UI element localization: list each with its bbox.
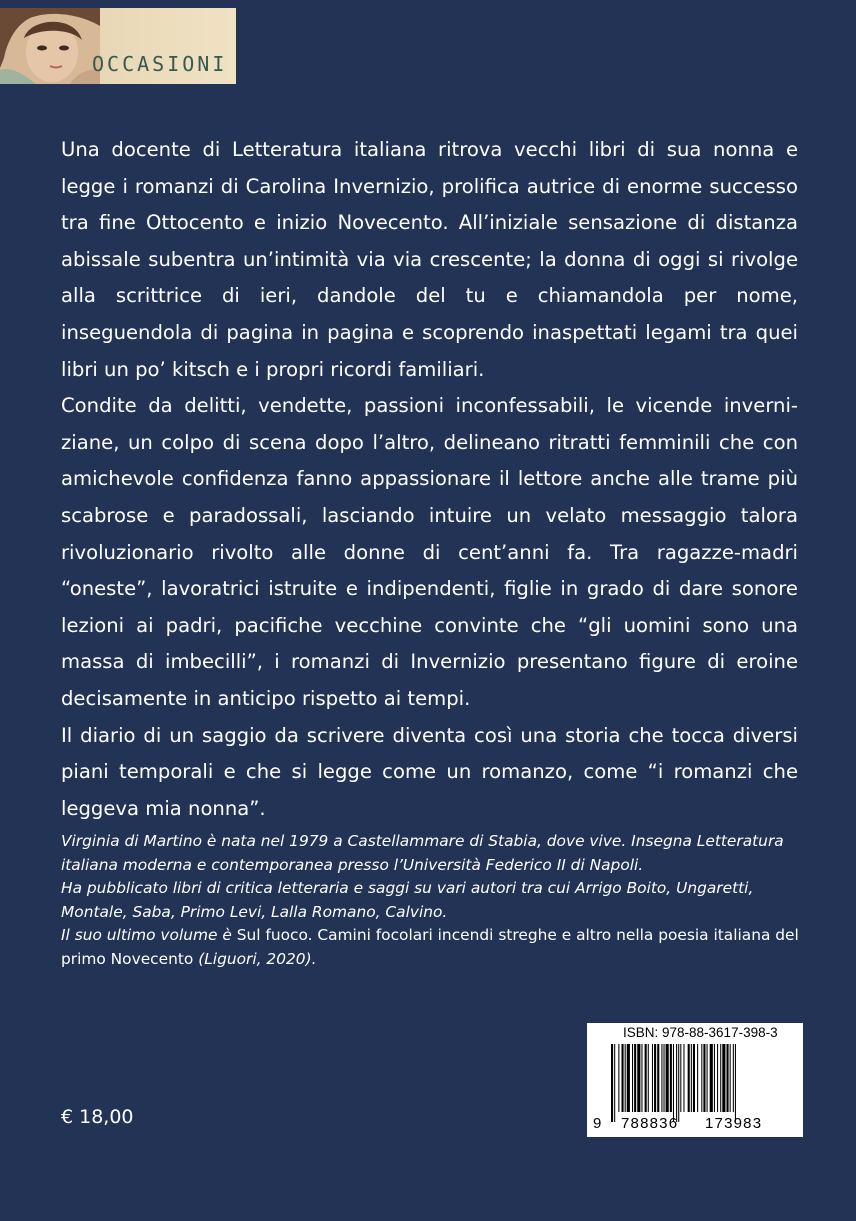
barcode-bar bbox=[680, 1044, 681, 1112]
barcode-bar bbox=[632, 1044, 633, 1112]
barcode-bar bbox=[676, 1044, 677, 1122]
barcode-digits-right: 173983 bbox=[705, 1115, 763, 1132]
blurb-paragraph: Condite da delitti, vendette, passioni inconfessabili, le vicende inverniziane, un colpo di scena dopo l’altro, delineano ritratti femminili che con amichevole confidenza fanno appassionare il lettore anche alle trame più scabrose e paradossali, lasciando intuire un velato messaggio talora rivoluzionario rivolto alle donne di cent’anni fa. Tra ragazze-madri “oneste”, lavoratrici istruite e indipendenti, figlie in grado di dare sonore lezioni ai padri, pacifiche vecchine convinte che “gli uomini sono una massa di imbecilli”, i romanzi di Invernizio presentano figure di eroine decisamente in anticipo rispetto ai tempi. bbox=[61, 394, 798, 710]
barcode-bar bbox=[627, 1044, 630, 1112]
barcode-bar bbox=[703, 1044, 705, 1112]
barcode-bar bbox=[637, 1044, 640, 1112]
barcode-bar bbox=[654, 1044, 656, 1112]
barcode-bar bbox=[727, 1044, 729, 1112]
blurb-paragraph: Una docente di Letteratura italiana ritrova vecchi libri di sua nonna e legge i romanzi di Carolina Invernizio, prolifica autrice di enorme successo tra fine Ottocento e inizio Novecento. All’iniziale sensazione di distanza abissale subentra un’intimità via via crescente; la donna di oggi si rivolge alla scrittrice di ieri, dandole del tu e chiamandola per nome, inseguendola di pagina in pagina e scoprendo inaspettati legami tra quei libri un po’ kitsch e i propri ricordi familiari. bbox=[61, 138, 798, 381]
author-bio bbox=[61, 830, 801, 972]
portrait-illustration bbox=[0, 8, 100, 84]
barcode-bar bbox=[678, 1044, 679, 1122]
bio-prefix: Il suo ultimo volume è bbox=[61, 926, 237, 945]
barcode-bar bbox=[735, 1044, 736, 1122]
barcode-bar bbox=[645, 1044, 647, 1112]
barcode-bar bbox=[693, 1044, 695, 1112]
bio-line-latest-volume bbox=[61, 924, 801, 971]
barcode-bar bbox=[614, 1044, 615, 1122]
bio-line: Virginia di Martino è nata nel 1979 a Castellammare di Stabia, dove vive. Insegna Letteratura italiana moderna e contemporanea presso l’Università Federico II di Napoli. bbox=[61, 832, 784, 874]
barcode-bar bbox=[697, 1044, 698, 1112]
barcode-bar bbox=[673, 1044, 674, 1122]
barcode-bar bbox=[730, 1044, 731, 1112]
bio-suffix: (Liguori, 2020). bbox=[193, 949, 317, 968]
blurb-paragraph: Il diario di un saggio da scrivere diventa così una storia che tocca diversi piani temporali e che si legge come un romanzo, come “i romanzi che leggeva mia nonna”. bbox=[61, 723, 798, 820]
blurb bbox=[61, 132, 798, 827]
barcode-bar bbox=[618, 1044, 619, 1112]
barcode-bar bbox=[664, 1044, 665, 1112]
barcode-bar bbox=[722, 1044, 725, 1112]
isbn-label: ISBN: 978-88-3617-398-3 bbox=[623, 1025, 778, 1040]
barcode-bar bbox=[634, 1044, 636, 1112]
barcode-bar bbox=[652, 1044, 653, 1112]
barcode-bar bbox=[611, 1044, 613, 1122]
barcode-bar bbox=[657, 1044, 659, 1112]
barcode-digits-left: 788836 bbox=[621, 1115, 679, 1132]
barcode-bar bbox=[688, 1044, 690, 1112]
latest-volume-title: Sul fuoco. Camini focolari incendi streghe e altro nella poesia italiana del primo Novecento bbox=[61, 926, 799, 968]
barcode-bar bbox=[720, 1044, 721, 1112]
barcode-bar bbox=[714, 1044, 715, 1112]
barcode-digit-first: 9 bbox=[593, 1115, 603, 1132]
barcode-bar bbox=[648, 1044, 649, 1112]
series-name: OCCASIONI bbox=[92, 52, 228, 76]
barcode-bar bbox=[683, 1044, 684, 1112]
barcode-bar bbox=[641, 1044, 642, 1112]
barcode-bar bbox=[622, 1044, 624, 1112]
barcode-bar bbox=[717, 1044, 718, 1112]
barcode-bar bbox=[625, 1044, 626, 1112]
barcode-box bbox=[587, 1023, 803, 1137]
price: € 18,00 bbox=[61, 1106, 134, 1128]
barcode-bar bbox=[666, 1044, 669, 1112]
barcode-bar bbox=[701, 1044, 702, 1112]
barcode-bar bbox=[691, 1044, 692, 1112]
barcode-bar bbox=[707, 1044, 708, 1112]
barcode-bar bbox=[661, 1044, 662, 1112]
barcode-bar bbox=[733, 1044, 734, 1112]
barcode-bar bbox=[710, 1044, 713, 1112]
series-badge bbox=[0, 8, 236, 84]
barcode-bars bbox=[611, 1044, 783, 1126]
barcode-bar bbox=[670, 1044, 672, 1112]
bio-line: Ha pubblicato libri di critica letteraria e saggi su vari autori tra cui Arrigo Boito, Ungaretti, Montale, Saba, Primo Levi, Lalla Romano, Calvino. bbox=[61, 879, 754, 921]
